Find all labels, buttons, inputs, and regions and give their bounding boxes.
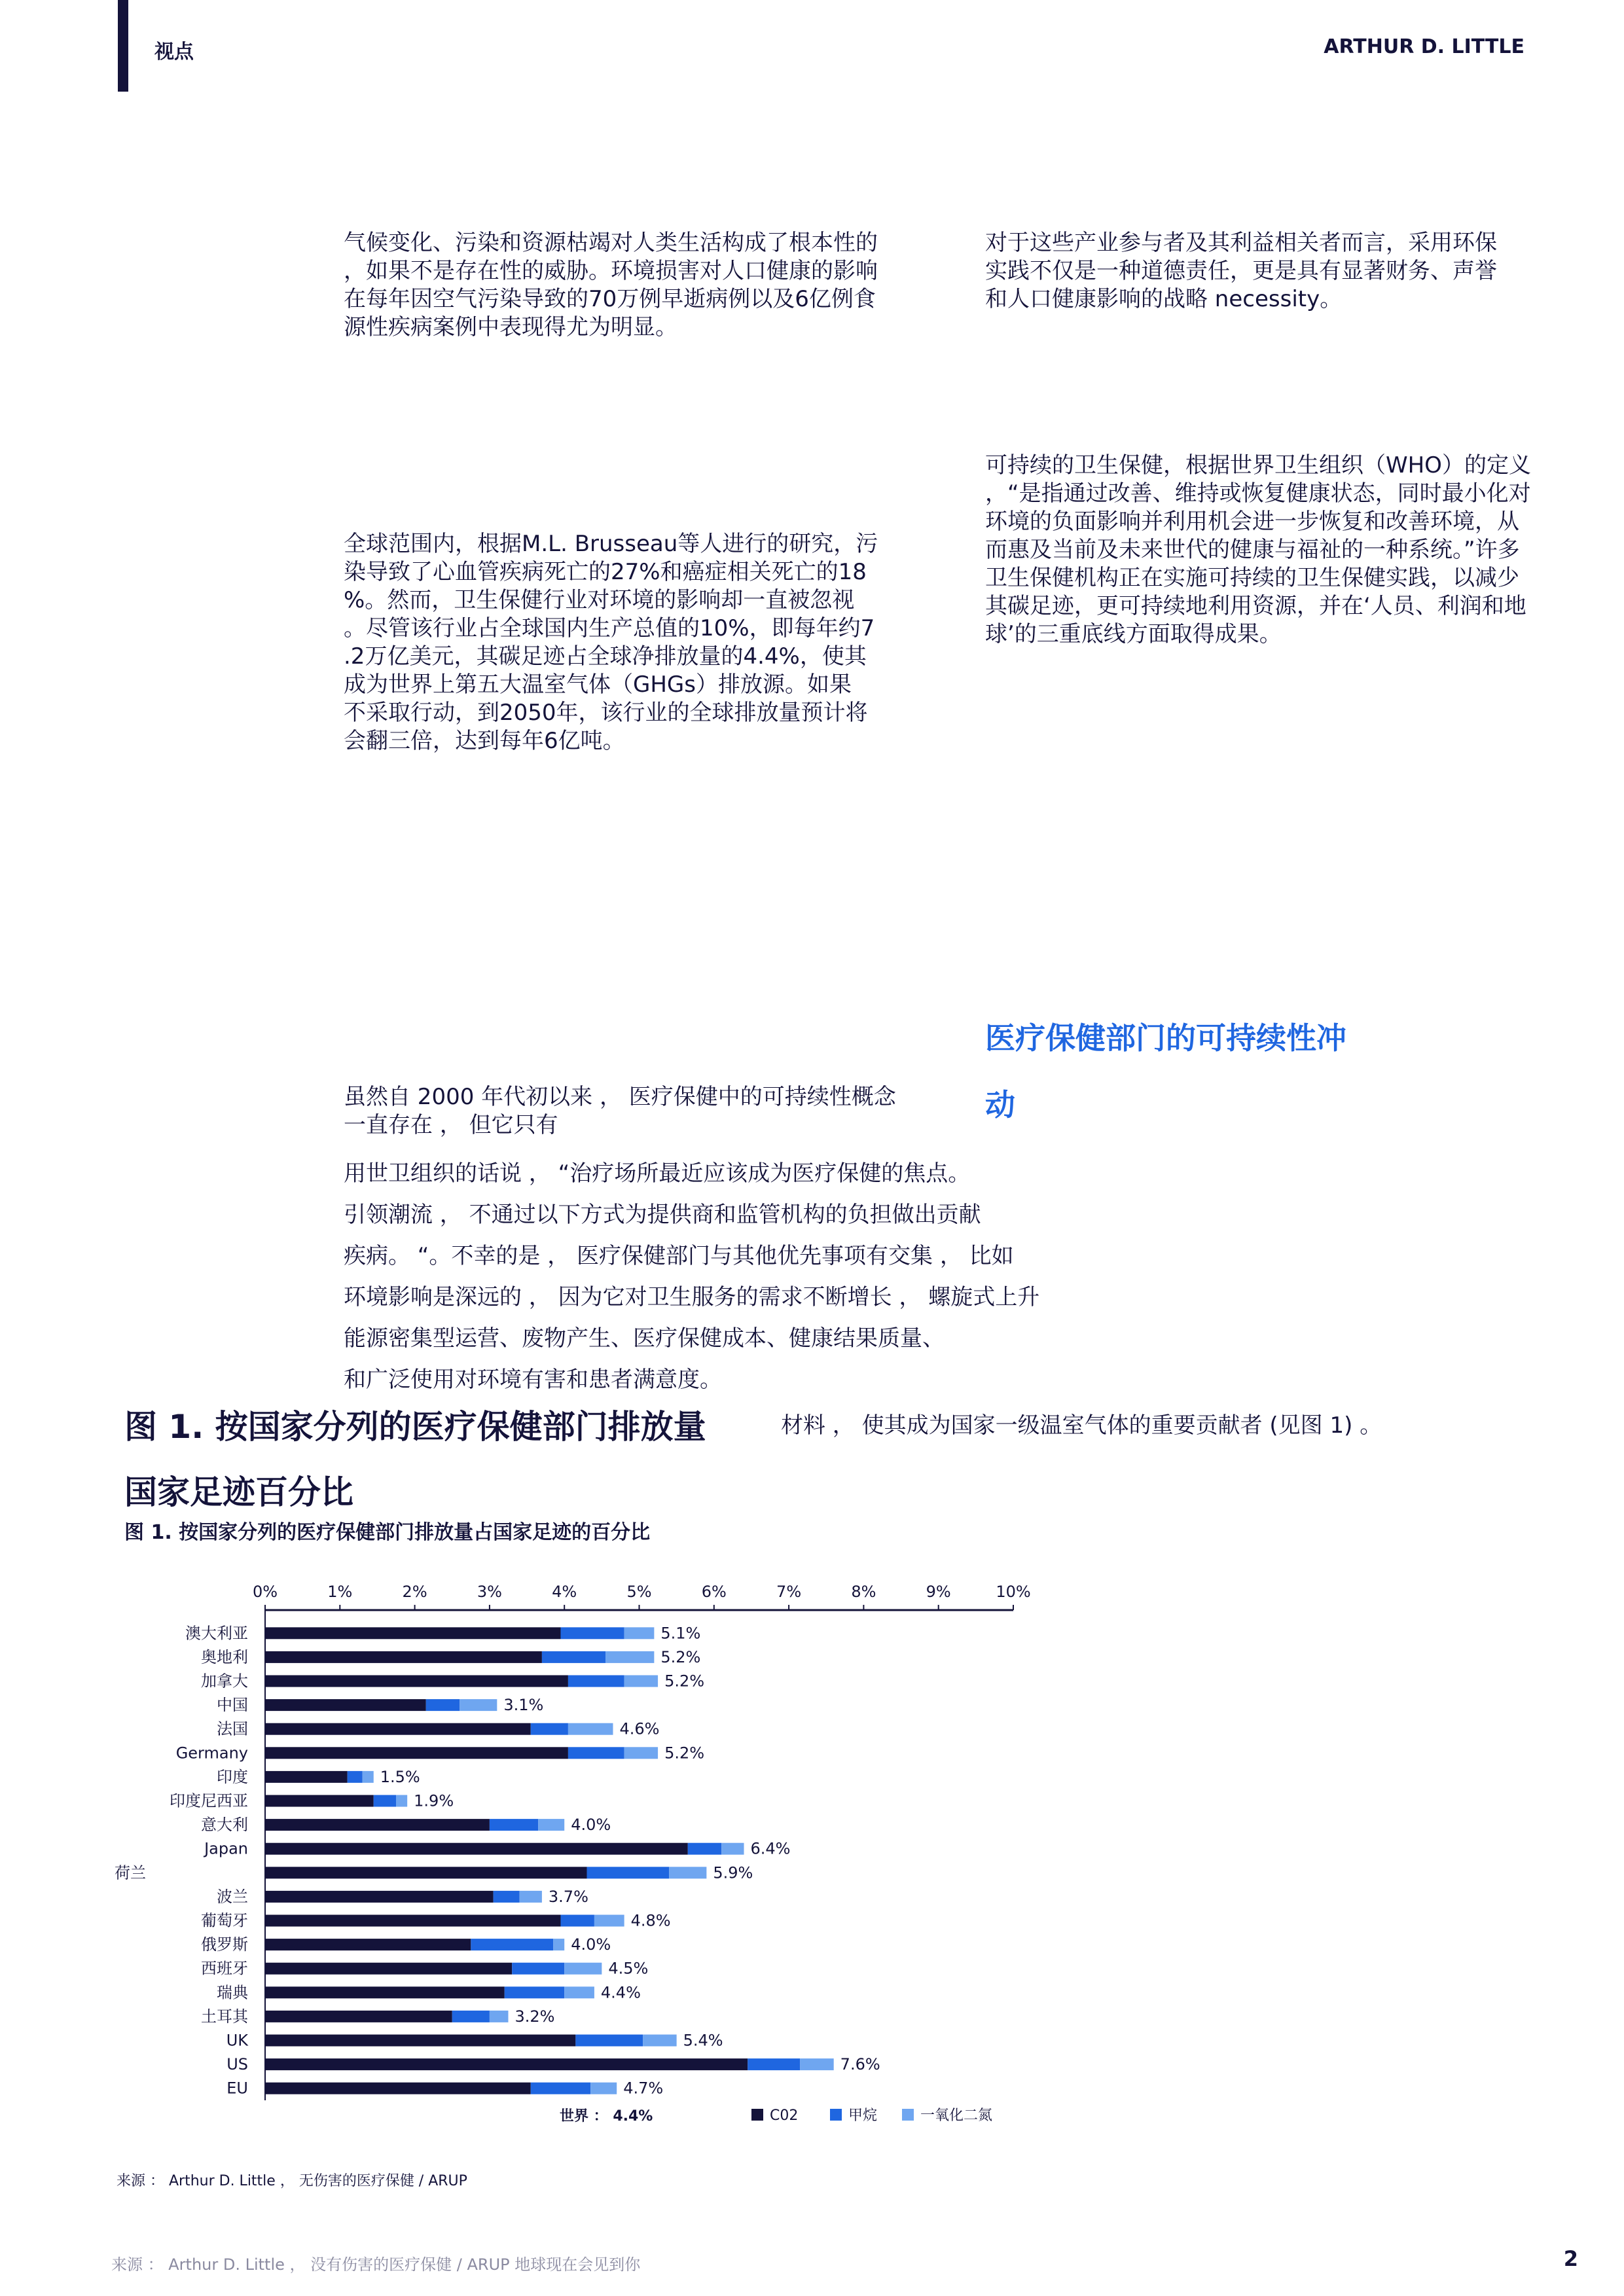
bar-segment-一氧化二氮 <box>568 1723 613 1735</box>
bar-total-label: 4.0% <box>571 1935 611 1954</box>
text-line: 可持续的卫生保健，根据世界卫生组织（WHO）的定义 <box>985 452 1531 478</box>
bar-total-label: 3.7% <box>548 1887 588 1906</box>
bar-segment-一氧化二氮 <box>363 1771 374 1783</box>
bar-segment-甲烷 <box>505 1986 564 1998</box>
bar-segment-C02 <box>265 1699 426 1711</box>
category-label: 意大利 <box>201 1816 248 1835</box>
x-tick-label: 5% <box>626 1583 652 1601</box>
category-label: 印度尼西亚 <box>170 1791 248 1810</box>
footer-source: 来源 ： Arthur D. Little ， 没有伤害的医疗保健 / ARUP 地球现在会见到你 <box>111 2255 641 2274</box>
bar-total-label: 5.4% <box>683 2031 723 2050</box>
bar-segment-一氧化二氮 <box>643 2035 676 2047</box>
bar-segment-甲烷 <box>560 1915 594 1927</box>
bar-segment-一氧化二氮 <box>624 1627 655 1639</box>
bar-segment-一氧化二氮 <box>669 1867 706 1878</box>
bar-segment-C02 <box>265 1795 374 1807</box>
text-line: %。然而，卫生保健行业对环境的影响却一直被忽视 <box>344 587 855 613</box>
legend-label: 一氧化二氮 <box>920 2108 993 2124</box>
legend-label: 甲烷 <box>848 2108 878 2124</box>
bar-segment-C02 <box>265 1771 348 1783</box>
bar-segment-C02 <box>265 2011 452 2022</box>
bar-segment-C02 <box>265 2035 575 2047</box>
legend-swatch-甲烷 <box>830 2109 842 2121</box>
bar-segment-一氧化二氮 <box>605 1651 654 1663</box>
bar-total-label: 3.2% <box>514 2007 555 2026</box>
x-tick-label: 1% <box>327 1583 353 1601</box>
bar-segment-甲烷 <box>531 2083 590 2094</box>
x-tick-label: 4% <box>552 1583 577 1601</box>
category-label: 加拿大 <box>201 1672 248 1691</box>
bar-segment-C02 <box>265 1915 560 1927</box>
header-accent-bar <box>118 0 128 92</box>
category-label: Japan <box>204 1839 248 1858</box>
text-line: 动 <box>985 1087 1015 1122</box>
bar-total-label: 4.7% <box>623 2079 664 2098</box>
bar-segment-一氧化二氮 <box>721 1843 744 1855</box>
body-line-6: 和广泛使用对环境有害和患者满意度。 <box>344 1367 722 1393</box>
x-tick-label: 10% <box>996 1583 1031 1601</box>
category-label: US <box>226 2055 248 2074</box>
bar-total-label: 4.8% <box>630 1911 671 1930</box>
bar-segment-甲烷 <box>471 1939 553 1950</box>
bar-segment-C02 <box>265 1747 568 1759</box>
category-label: 法国 <box>217 1719 248 1738</box>
category-label: 土耳其 <box>201 2007 248 2026</box>
bar-segment-甲烷 <box>688 1843 721 1855</box>
bar-total-label: 5.2% <box>664 1672 705 1691</box>
bar-total-label: 4.0% <box>571 1816 611 1835</box>
x-tick-label: 0% <box>252 1583 278 1601</box>
category-label: Germany <box>175 1744 248 1763</box>
bar-segment-一氧化二氮 <box>594 1915 624 1927</box>
body-line-3: 疾病。 “。不幸的是 ， 医疗保健部门与其他优先事项有交集 ， 比如 <box>344 1243 1014 1269</box>
bar-segment-一氧化二氮 <box>490 2011 509 2022</box>
bar-total-label: 5.9% <box>713 1863 753 1882</box>
bar-segment-甲烷 <box>575 2035 643 2047</box>
bar-segment-一氧化二氮 <box>564 1986 594 1998</box>
bar-segment-甲烷 <box>586 1867 669 1878</box>
bar-segment-C02 <box>265 2058 748 2070</box>
text-line: 不采取行动，到2050年，该行业的全球排放量预计将 <box>344 700 868 726</box>
bar-segment-C02 <box>265 1819 490 1831</box>
right-paragraph-1 <box>985 229 1561 314</box>
text-line: 全球范围内，根据M.L. Brusseau等人进行的研究，污 <box>344 531 878 557</box>
bar-segment-甲烷 <box>512 1963 564 1975</box>
bar-total-label: 5.2% <box>660 1647 701 1666</box>
section-label: 视点 <box>154 41 194 63</box>
bar-segment-C02 <box>265 1867 586 1878</box>
section-heading <box>985 990 1561 1153</box>
bar-segment-一氧化二氮 <box>624 1676 658 1687</box>
category-label: 波兰 <box>217 1887 248 1906</box>
text-line: .2万亿美元，其碳足迹占全球净排放量的4.4%，使其 <box>344 643 867 670</box>
bar-segment-C02 <box>265 1986 505 1998</box>
bar-segment-一氧化二氮 <box>624 1747 658 1759</box>
figure-source: 来源 ： Arthur D. Little ， 无伤害的医疗保健 / ARUP <box>117 2173 467 2189</box>
left-paragraph-1 <box>344 229 920 342</box>
world-average-label: 世界 ： 4.4% <box>560 2108 653 2125</box>
bar-segment-甲烷 <box>374 1795 396 1807</box>
bar-segment-C02 <box>265 2083 531 2094</box>
bar-segment-C02 <box>265 1651 542 1663</box>
x-tick-label: 6% <box>701 1583 727 1601</box>
stray-category-label: 荷兰 <box>115 1863 146 1882</box>
x-tick-label: 3% <box>477 1583 502 1601</box>
text-line: 气候变化、污染和资源枯竭对人类生活构成了根本性的 <box>344 230 878 256</box>
bar-total-label: 1.9% <box>414 1791 454 1810</box>
bar-segment-甲烷 <box>531 1723 568 1735</box>
bar-segment-C02 <box>265 1891 494 1903</box>
bar-segment-甲烷 <box>568 1676 624 1687</box>
bar-total-label: 5.1% <box>660 1624 701 1643</box>
x-tick-label: 8% <box>851 1583 876 1601</box>
bar-total-label: 6.4% <box>750 1839 791 1858</box>
bar-segment-C02 <box>265 1676 568 1687</box>
bar-segment-甲烷 <box>452 2011 490 2022</box>
text-line: 一直存在 ， 但它只有 <box>344 1112 558 1138</box>
bar-total-label: 5.2% <box>664 1744 705 1763</box>
bar-total-label: 4.4% <box>600 1983 641 2002</box>
body-line-2: 引领潮流 ， 不通过以下方式为提供商和监管机构的负担做出贡献 <box>344 1202 981 1228</box>
body-line-5: 能源密集型运营、废物产生、医疗保健成本、健康结果质量、 <box>344 1325 945 1352</box>
body-line-4: 环境影响是深远的 ， 因为它对卫生服务的需求不断增长 ， 螺旋式上升 <box>344 1284 1040 1310</box>
category-label: 俄罗斯 <box>201 1935 248 1954</box>
legend-swatch-一氧化二氮 <box>902 2109 914 2121</box>
bar-segment-甲烷 <box>426 1699 460 1711</box>
text-line: 球’的三重底线方面取得成果。 <box>985 621 1282 647</box>
text-line: 和人口健康影响的战略 necessity。 <box>985 286 1343 312</box>
bar-segment-甲烷 <box>490 1819 538 1831</box>
right-paragraph-2 <box>985 452 1561 649</box>
x-tick-label: 7% <box>776 1583 802 1601</box>
bar-segment-甲烷 <box>748 2058 800 2070</box>
text-line: ，“是指通过改善、维持或恢复健康状态，同时最小化对 <box>985 480 1531 507</box>
bar-total-label: 3.1% <box>503 1696 544 1715</box>
bar-segment-甲烷 <box>494 1891 520 1903</box>
figure-title-line-2: 国家足迹百分比 <box>124 1473 353 1511</box>
category-label: 澳大利亚 <box>185 1624 248 1643</box>
category-label: 葡萄牙 <box>201 1911 248 1930</box>
body-line-1: 用世卫组织的话说 ， “治疗场所最近应该成为医疗保健的焦点。 <box>344 1160 971 1187</box>
text-line: ，如果不是存在性的威胁。环境损害对人口健康的影响 <box>344 258 878 284</box>
text-line: 在每年因空气污染导致的70万例早逝病例以及6亿例食 <box>344 286 876 312</box>
text-line: 医疗保健部门的可持续性冲 <box>985 1020 1346 1056</box>
x-tick-label: 9% <box>926 1583 951 1601</box>
text-line: 环境的负面影响并利用机会进一步恢复和改善环境，从 <box>985 509 1519 535</box>
text-line: 其碳足迹，更可持续地利用资源，并在‘人员、利润和地 <box>985 593 1526 619</box>
bar-segment-C02 <box>265 1723 531 1735</box>
page-number: 2 <box>1563 2246 1578 2271</box>
figure-title-line-1: 图 1. 按国家分列的医疗保健部门排放量 <box>124 1408 706 1446</box>
bar-segment-C02 <box>265 1627 560 1639</box>
bar-segment-一氧化二氮 <box>800 2058 833 2070</box>
text-line: 对于这些产业参与者及其利益相关者而言，采用环保 <box>985 230 1497 256</box>
bar-segment-一氧化二氮 <box>460 1699 497 1711</box>
bar-segment-甲烷 <box>348 1771 363 1783</box>
bar-segment-甲烷 <box>560 1627 624 1639</box>
text-line: 实践不仅是一种道德责任，更是具有显著财务、声誉 <box>985 258 1497 284</box>
legend-label: C02 <box>770 2108 799 2124</box>
bar-segment-一氧化二氮 <box>538 1819 564 1831</box>
bar-total-label: 4.6% <box>619 1719 660 1738</box>
text-line: 会翻三倍，达到每年6亿吨。 <box>344 728 625 754</box>
figure-subtitle: 图 1. 按国家分列的医疗保健部门排放量占国家足迹的百分比 <box>124 1521 651 1544</box>
bar-segment-一氧化二氮 <box>553 1939 564 1950</box>
text-line: 卫生保健机构正在实施可持续的卫生保健实践，以减少 <box>985 565 1519 591</box>
bar-total-label: 1.5% <box>380 1767 420 1786</box>
text-line: 染导致了心血管疾病死亡的27%和癌症相关死亡的18 <box>344 559 867 585</box>
text-line: 成为世界上第五大温室气体（GHGs）排放源。如果 <box>344 672 852 698</box>
bar-segment-一氧化二氮 <box>520 1891 542 1903</box>
category-label: 瑞典 <box>217 1983 248 2002</box>
bar-segment-C02 <box>265 1963 512 1975</box>
left-paragraph-2 <box>344 530 920 755</box>
figure-title-tail: 材料 ， 使其成为国家一级温室气体的重要贡献者 (见图 1) 。 <box>781 1412 1382 1439</box>
text-line: 。尽管该行业占全球国内生产总值的10%，即每年约7 <box>344 615 875 641</box>
text-line: 而惠及当前及未来世代的健康与福祉的一种系统。”许多 <box>985 537 1520 563</box>
text-line: 虽然自 2000 年代初以来 ， 医疗保健中的可持续性概念 <box>344 1084 896 1110</box>
category-label: 西班牙 <box>201 1959 248 1978</box>
bar-segment-甲烷 <box>568 1747 624 1759</box>
bar-segment-甲烷 <box>542 1651 605 1663</box>
left-paragraph-3 <box>344 1083 920 1139</box>
bar-segment-一氧化二氮 <box>396 1795 407 1807</box>
category-label: 印度 <box>217 1767 248 1786</box>
bar-segment-一氧化二氮 <box>590 2083 617 2094</box>
bar-segment-C02 <box>265 1939 471 1950</box>
brand-name: ARTHUR D. LITTLE <box>1324 35 1525 58</box>
emissions-bar-chart <box>0 1558 1624 2134</box>
bar-total-label: 7.6% <box>840 2055 880 2074</box>
category-label: EU <box>226 2079 248 2098</box>
category-label: 奥地利 <box>201 1647 248 1666</box>
legend-swatch-C02 <box>751 2109 763 2121</box>
bar-segment-C02 <box>265 1843 688 1855</box>
x-tick-label: 2% <box>402 1583 427 1601</box>
bar-total-label: 4.5% <box>608 1959 649 1978</box>
bar-segment-一氧化二氮 <box>564 1963 602 1975</box>
category-label: 中国 <box>217 1696 248 1715</box>
text-line: 源性疾病案例中表现得尤为明显。 <box>344 314 677 340</box>
category-label: UK <box>226 2031 248 2050</box>
